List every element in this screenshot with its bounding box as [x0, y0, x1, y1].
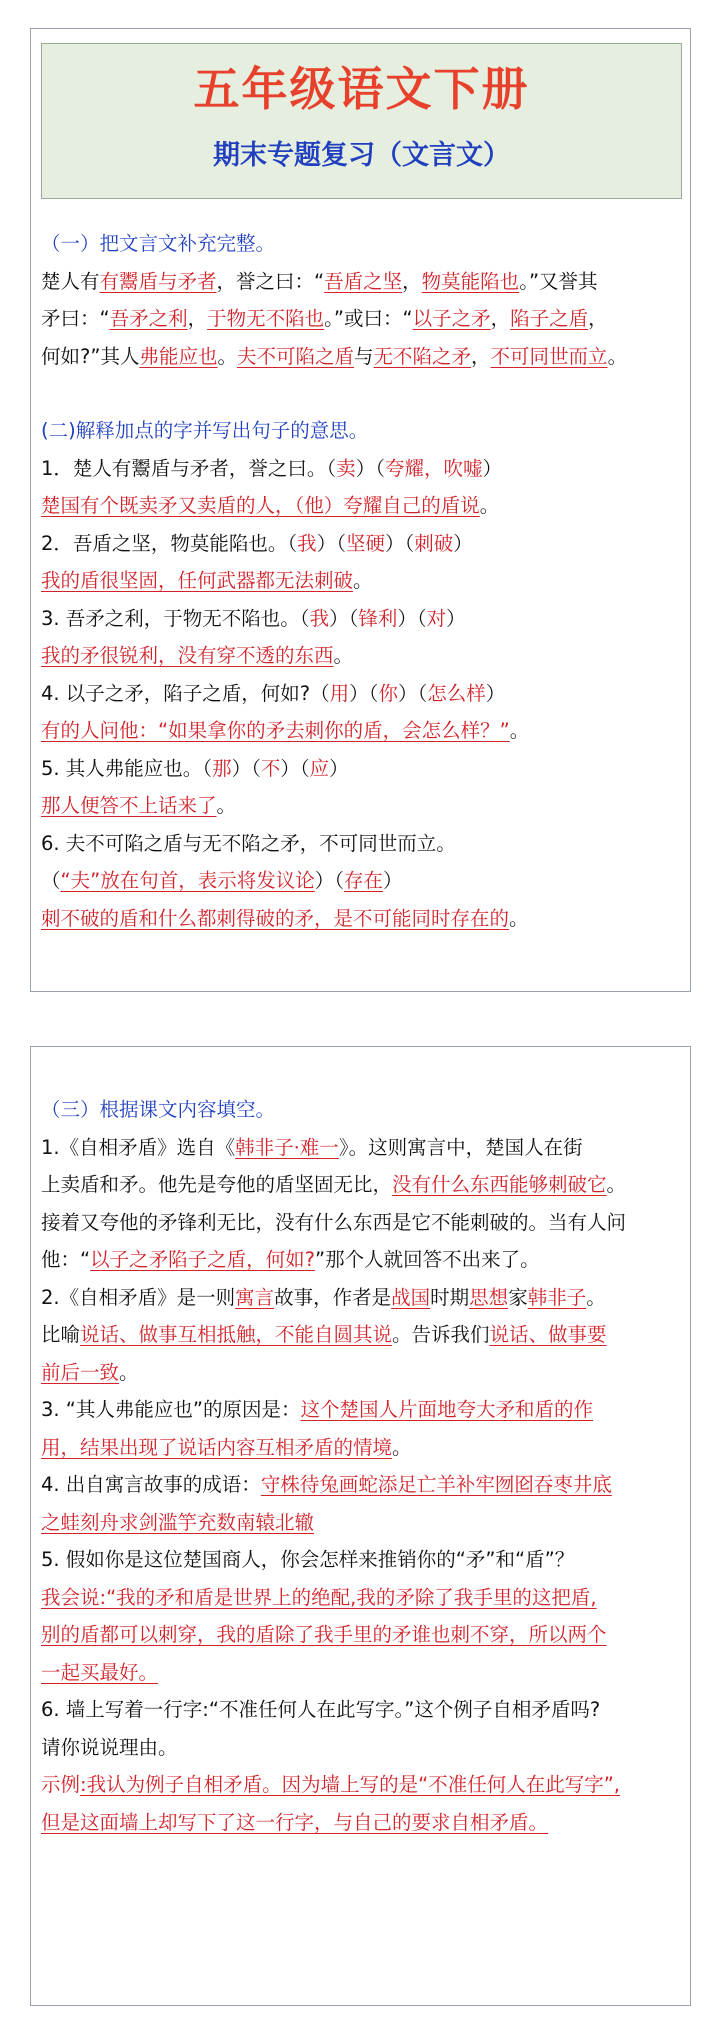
fill-6-line-4 [41, 1804, 680, 1842]
text: ）（ [397, 606, 427, 630]
fill-5-line-1: 5. 假如你是这位楚国商人，你会怎样来推销你的“矛”和“盾”？ [41, 1548, 575, 1571]
text: ） [329, 756, 349, 780]
fill-5-line-4 [41, 1654, 680, 1692]
answer: 应 [309, 756, 330, 780]
text: ，誉之曰：“ [216, 269, 325, 293]
answer: 夸耀，吹嘘 [384, 456, 483, 480]
fill-5-line-3 [41, 1616, 680, 1654]
worksheet-card-2 [30, 1046, 691, 2006]
answer: 存在 [344, 869, 384, 892]
section-heading-1: （一）把文言文补充完整。 [41, 232, 276, 255]
answer: 弗能应也 [139, 344, 218, 368]
question-3 [41, 600, 680, 638]
answer: 我 [309, 606, 330, 630]
section-heading-3: （三）根据课文内容填空。 [41, 1098, 276, 1121]
text: ）（ [384, 531, 415, 555]
text: 。告诉我们 [392, 1323, 490, 1346]
text: 。 [392, 1435, 412, 1459]
worksheet-card-1 [30, 28, 691, 992]
fill-1-line-4 [41, 1241, 680, 1279]
text: ）（ [355, 456, 385, 480]
answer: 以子之矛陷子之盾，何如? [90, 1248, 315, 1271]
text: 。”又誉其 [519, 269, 598, 293]
answer-line-1: 楚国有个既卖矛又卖盾的人，（他）夸耀自己的盾说。 [41, 494, 500, 517]
text: ）（ [316, 531, 346, 555]
text: 3. 吾矛之利，于物无不陷也。（ [41, 606, 310, 630]
text: 。 [586, 1285, 606, 1309]
answer: 战国 [391, 1285, 431, 1309]
answer: 一起买最好。 [41, 1660, 159, 1684]
answer: 寓言 [235, 1285, 275, 1309]
answer: 有的人问他：“如果拿你的矛去刺你的盾，会怎么样？” [41, 719, 510, 742]
answer: 刺不破的盾和什么都刺得破的矛，是不可能同时存在的 [41, 906, 510, 930]
answer: 锋利 [358, 606, 398, 630]
text: ）（ [329, 606, 359, 630]
answer: 没有什么东西能够刺破它 [392, 1173, 607, 1196]
text: ， [471, 344, 491, 368]
text: ） [383, 869, 403, 892]
answer: 吾盾之坚 [324, 269, 403, 293]
fill-6-line-3 [41, 1766, 680, 1804]
text: 3. “其人弗能应也”的原因是： [41, 1398, 301, 1421]
answer: 那 [212, 756, 232, 780]
answer: 这个楚国人片面地夸大矛和盾的作 [300, 1398, 594, 1421]
page-title: 五年级语文下册 [193, 62, 530, 116]
text: （ [41, 869, 61, 892]
text: 故事，作者是 [274, 1285, 392, 1309]
answer: 说话、做事互相抵触，不能自圆其说 [80, 1323, 393, 1346]
answer: 陷子之盾 [510, 307, 589, 330]
fill-1-line-3: 接着又夸他的矛锋利无比，没有什么东西是它不能刺破的。当有人问 [41, 1210, 627, 1234]
text: 。 [606, 1173, 627, 1196]
answer: 那人便答不上话来了 [41, 794, 217, 817]
answer: 对 [426, 606, 447, 630]
answer: 说话、做事要 [489, 1323, 607, 1346]
text: ）（ [280, 756, 310, 780]
text: ， [490, 307, 511, 330]
answer: 楚国有个既卖矛又卖盾的人，（他）夸耀自己的盾说 [41, 494, 480, 517]
text: 比喻 [41, 1323, 81, 1346]
question-2 [41, 525, 680, 563]
text: ） [485, 681, 506, 705]
fill-6-line-2: 请你说说理由。 [41, 1735, 178, 1759]
fill-3-line-1 [41, 1391, 680, 1429]
section-3 [41, 1091, 680, 1841]
example-label: 示例 [41, 1773, 81, 1796]
question-6: 6. 夫不可陷之盾与无不陷之矛，不可同世而立。 [41, 831, 456, 855]
answer: 我会说:“我的矛和盾是世界上的绝配,我的矛除了我手里的这把盾, [41, 1585, 597, 1609]
question-5 [41, 750, 680, 788]
answer-line-3: 我的矛很锐利，没有穿不透的东西。 [41, 644, 354, 667]
text: ， [402, 269, 422, 293]
fill-6-line-1: 6. 墙上写着一行字:“不准任何人在此写字。”这个例子自相矛盾吗? [41, 1698, 601, 1721]
fill-5-line-2 [41, 1579, 680, 1617]
text: ） [453, 531, 473, 555]
text: 。 [607, 344, 628, 368]
text: 1.《自相矛盾》选自《 [41, 1135, 236, 1159]
text: ）（ [231, 756, 261, 780]
text: 》。这则寓言中，楚国人在街 [338, 1135, 583, 1159]
text: 与 [354, 344, 374, 368]
text: 4. 出自寓言故事的成语： [41, 1473, 261, 1496]
section-heading-2: (二)解释加点的字并写出句子的意思。 [41, 419, 369, 442]
passage-line-1 [41, 263, 680, 301]
spacer [41, 375, 680, 412]
answer: 不可同世而立 [490, 344, 608, 368]
fill-4-line-1 [41, 1466, 680, 1504]
text: 4. 以子之矛，陷子之盾，何如?（ [41, 681, 330, 705]
answer: 之蛙刻舟求剑滥竽充数南辕北辙 [41, 1510, 315, 1534]
answer: 前后一致 [41, 1360, 120, 1384]
text: 上卖盾和矛。他先是夸他的盾坚固无比， [41, 1173, 393, 1196]
answer: 你 [378, 681, 398, 705]
text: 时期 [430, 1285, 470, 1309]
answer: 我的矛很锐利，没有穿不透的东西 [41, 644, 334, 667]
text: ”那个人就回答不出来了。 [314, 1248, 540, 1271]
text: 5. 其人弗能应也。（ [41, 756, 213, 780]
text: ， [588, 307, 608, 330]
answer: 我的盾很坚固，任何武器都无法刺破 [41, 569, 354, 592]
question-1 [41, 450, 680, 488]
title-banner [41, 43, 682, 199]
answer-line-2: 我的盾很坚固，任何武器都无法刺破。 [41, 569, 373, 592]
question-6-parts [41, 862, 680, 900]
answer: 我 [297, 531, 317, 555]
text: 。 [119, 1360, 139, 1384]
answer: 有鬻盾与矛者 [99, 269, 217, 293]
answer: 别的盾都可以刺穿，我的盾除了我手里的矛谁也刺不穿，所以两个 [41, 1623, 607, 1646]
answer-line-6: 刺不破的盾和什么都刺得破的矛，是不可能同时存在的。 [41, 906, 529, 930]
text: 1．楚人有鬻盾与矛者，誉之曰。（ [41, 456, 337, 480]
answer: 守株待兔画蛇添足亡羊补牢囫囵吞枣井底 [260, 1473, 612, 1496]
fill-2-line-3 [41, 1354, 680, 1392]
answer-line-5: 那人便答不上话来了。 [41, 794, 237, 817]
text: ） [446, 606, 466, 630]
text: 楚人有 [41, 269, 100, 293]
answer-line-4: 有的人问他：“如果拿你的矛去刺你的盾，会怎么样？”。 [41, 719, 530, 742]
text: 矛曰：“ [41, 307, 110, 330]
answer: 吾矛之利 [109, 307, 188, 330]
answer: 卖 [336, 456, 356, 480]
text: ）（ [314, 869, 344, 892]
fill-2-line-1 [41, 1279, 680, 1317]
answer: “夫”放在句首，表示将发议论 [60, 869, 315, 892]
answer: 物莫能陷也 [421, 269, 520, 293]
text: ）（ [349, 681, 379, 705]
fill-3-line-2 [41, 1429, 680, 1467]
text: 2．吾盾之坚，物莫能陷也。（ [41, 531, 298, 555]
section-1-2 [41, 225, 680, 937]
text: ）（ [397, 681, 428, 705]
text: 2.《自相矛盾》是一则 [41, 1285, 236, 1309]
fill-1-line-1 [41, 1129, 680, 1167]
answer: 韩非子·难一 [235, 1135, 339, 1159]
page-subtitle: 期末专题复习（文言文） [213, 140, 510, 171]
text: ） [482, 456, 502, 480]
answer: 刺破 [414, 531, 454, 555]
text: 。 [217, 344, 237, 368]
answer: :我认为例子自相矛盾。因为墙上写的是“不准任何人在此写字”, [80, 1773, 620, 1796]
text: ， [187, 307, 208, 330]
answer: 用 [329, 681, 350, 705]
passage-line-3 [41, 338, 680, 376]
answer: 坚硬 [345, 531, 385, 555]
answer: 以子之矛 [412, 307, 491, 330]
text: 家 [508, 1285, 528, 1309]
answer: 无不陷之矛 [373, 344, 472, 368]
answer: 韩非子 [527, 1285, 587, 1309]
answer: 不 [260, 756, 281, 780]
text: 何如?”其人 [41, 344, 140, 368]
answer: 但是这面墙上却写下了这一行字，与自己的要求自相矛盾。 [41, 1810, 549, 1834]
fill-2-line-2 [41, 1316, 680, 1354]
fill-1-line-2 [41, 1166, 680, 1204]
question-4 [41, 675, 680, 713]
text: 他：“ [41, 1248, 91, 1271]
answer: 用，结果出现了说话内容互相矛盾的情境 [41, 1435, 393, 1459]
text: 。”或曰：“ [324, 307, 413, 330]
passage-line-2 [41, 300, 680, 338]
answer: 怎么样 [427, 681, 486, 705]
answer: 思想 [469, 1285, 509, 1309]
fill-4-line-2 [41, 1504, 680, 1542]
answer: 于物无不陷也 [207, 307, 325, 330]
answer: 夫不可陷之盾 [236, 344, 354, 368]
